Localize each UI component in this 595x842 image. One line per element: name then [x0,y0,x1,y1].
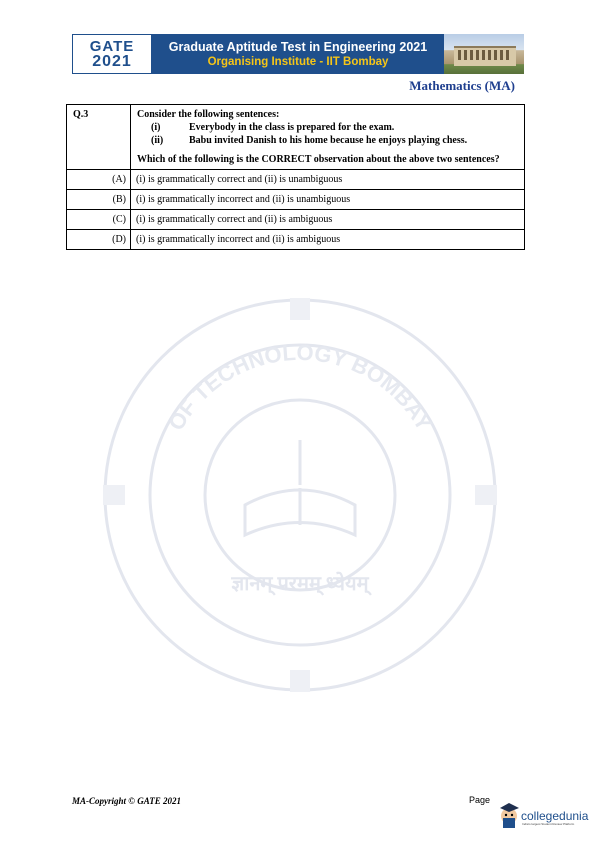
option-label: (A) [67,170,131,190]
statement-number: (i) [151,122,161,133]
statement-text: Everybody in the class is prepared for the exam. [189,122,395,133]
banner-title: Graduate Aptitude Test in Engineering 2021 [168,40,428,54]
brand-tagline: India's largest Student Review Platform [522,822,575,826]
banner-text [152,34,444,74]
option-text: (i) is grammatically correct and (ii) is unambiguous [131,170,525,190]
option-label: (B) [67,190,131,210]
option-label: (D) [67,230,131,250]
mascot-icon [497,800,523,830]
option-text: (i) is grammatically incorrect and (ii) is unambiguous [131,190,525,210]
building-windows [458,50,512,60]
question-body [131,105,525,170]
watermark-motto: ज्ञानम् परमम् ध्येयम् [231,573,369,595]
question-row [67,105,525,170]
statement-item [151,122,518,133]
watermark-arc-text: OF TECHNOLOGY BOMBAY [163,339,437,435]
option-text: (i) is grammatically incorrect and (ii) is ambiguous [131,230,525,250]
logo-gate-text: GATE [89,37,135,55]
campus-building-image [444,34,524,74]
copyright-text: MA-Copyright © GATE 2021 [72,796,181,806]
collegedunia-logo [497,800,593,834]
option-row [67,190,525,210]
question-intro: Consider the following sentences: [137,109,280,120]
option-text: (i) is grammatically correct and (ii) is ambiguous [131,210,525,230]
question-table [66,104,525,250]
statement-number: (ii) [151,135,164,146]
gate-header-banner [72,34,524,74]
question-number: Q.3 [67,105,131,170]
subject-title: Mathematics (MA) [409,78,515,93]
option-row [67,170,525,190]
svg-text:OF TECHNOLOGY BOMBAY [163,340,437,435]
banner-subtitle: Organising Institute - IIT Bombay [207,56,389,68]
statement-item [151,135,518,146]
brand-name: collegedunia [521,809,589,823]
page-label: Page [469,795,491,805]
option-label: (C) [67,210,131,230]
question-prompt: Which of the following is the CORRECT observation about the above two sentences? [137,154,500,165]
option-row [67,210,525,230]
statement-text: Babu invited Danish to his home because he enjoys playing chess. [189,135,468,146]
logo-year-text: 2021 [92,52,132,70]
gate-logo [72,34,152,74]
iit-bombay-watermark [95,290,505,700]
option-row [67,230,525,250]
